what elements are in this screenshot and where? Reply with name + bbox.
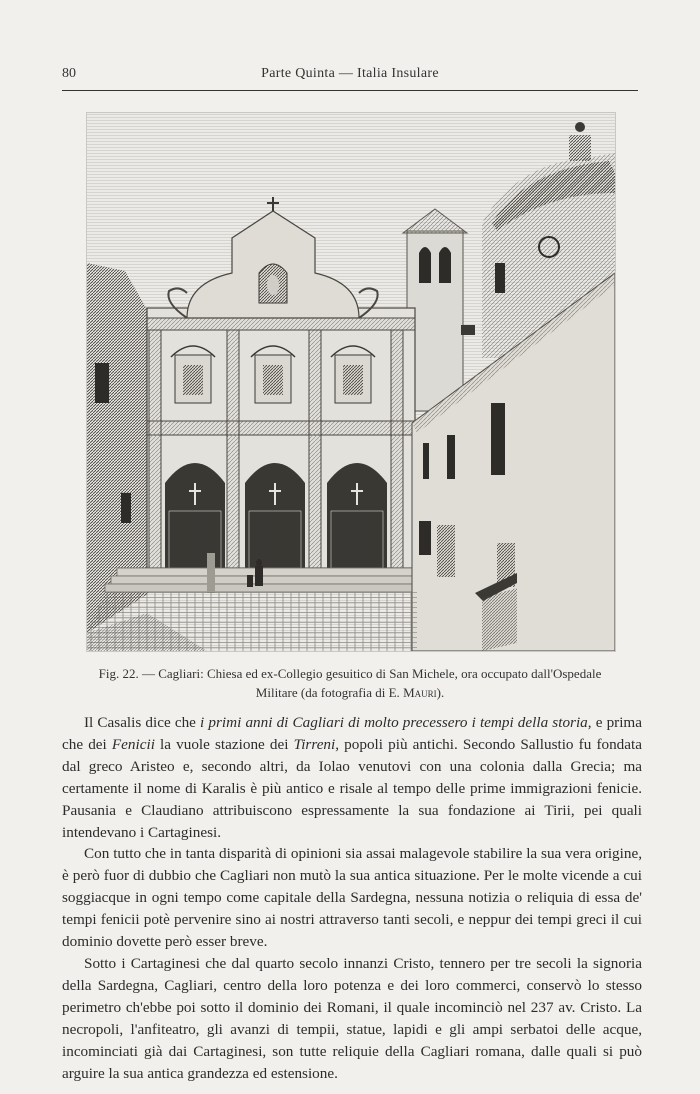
paragraph-2: Con tutto che in tanta disparità di opinioni sia assai malagevole stabilire la sua vera origine, è però fuor di dubbio che Cagliari non mutò la sua antica situazione. Per le molte vicende a cui soggiacque in ogni tempo come capitale della Sardegna, nessuna notizia o reliquia di essa de' tempi fenicii potè pervenire sino ai nostri attraverso tanti secoli, e neppur dei tempi greci il cui dominio dovette però esser breve. bbox=[62, 845, 642, 951]
portico-arches bbox=[165, 463, 387, 568]
page-number: 80 bbox=[62, 66, 76, 81]
running-head bbox=[62, 62, 638, 86]
p1-text-3: la vuole stazione dei bbox=[154, 735, 294, 753]
header-rule bbox=[62, 90, 638, 91]
church-illustration bbox=[87, 113, 615, 651]
p1-italic-tirreni: Tirreni bbox=[293, 735, 336, 753]
paragraph-3: Sotto i Cartaginesi che dal quarto secolo innanzi Cristo, tennero per tre secoli la signoria della Sardegna, Cagliari, centro della loro potenza e dei loro commerci, conservò lo stesso perimetro ch'ebbe poi sotto il dominio dei Romani, il quale incominciò nel 237 av. Cristo. La necropoli, l'anfiteatro, gli avanzi di tempii, statue, lapidi e gli ampi serbatoi delle acque, incominciati già dai Cartaginesi, son tutte reliquie della Cagliari romana, dalle quali si può arguire la sua antica grandezza ed estensione. bbox=[62, 954, 642, 1082]
p1-italic-quote: i primi anni di Cagliari di molto precessero i tempi della storia bbox=[200, 714, 588, 731]
caption-main: Fig. 22. — Cagliari: Chiesa ed ex-Collegio gesuitico di San Michele, ora occupato dall'Ospedale Militare (da fotografia di E. bbox=[98, 666, 602, 700]
p1-text-2: , e prima che dei bbox=[62, 714, 642, 753]
running-title: Parte Quinta — Italia Insulare bbox=[261, 66, 439, 81]
upper-windows bbox=[171, 346, 375, 403]
p1-text-4: , popoli più antichi. Secondo Sallustio fu fondata dal greco Aristeo e, secondo altri, da Iolao venutovi con una colonia dalla Grecia; ma certamente il nome di Karalis è più antico e risale al tempo delle prime immigrazioni fenicie. Pausania e Claudiano attribuiscono espressamente la sua fondazione ai Tirii, pei quali intendevano i Cartaginesi. bbox=[62, 735, 642, 841]
figure-engraving bbox=[86, 112, 616, 652]
figure-caption bbox=[90, 664, 610, 702]
body-text bbox=[62, 712, 642, 1084]
paragraph-1 bbox=[62, 712, 642, 843]
p1-text-1: Il Casalis dice che bbox=[84, 714, 201, 731]
caption-author: Mauri bbox=[403, 685, 437, 700]
caption-end: ). bbox=[436, 685, 445, 700]
p1-italic-fenicii: Fenicii bbox=[111, 735, 155, 753]
